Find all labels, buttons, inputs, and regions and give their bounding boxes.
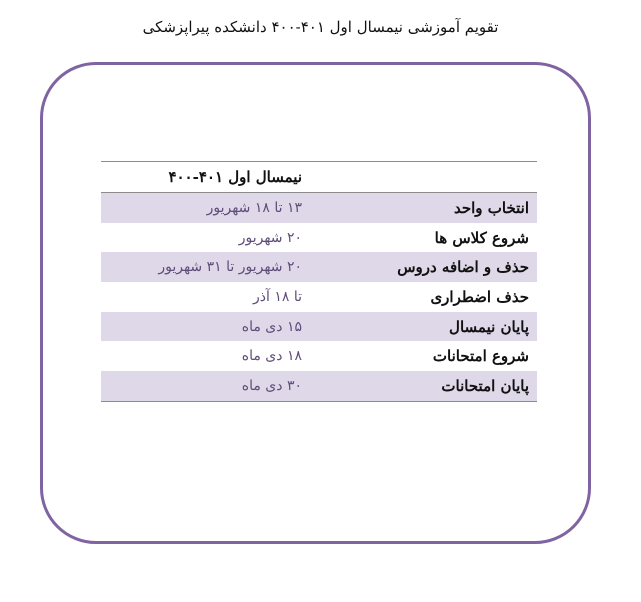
row-label: حذف اضطراری	[430, 287, 529, 306]
row-value: تا ۱۸ آذر	[252, 288, 302, 305]
table-row	[101, 312, 537, 342]
table-row	[101, 371, 537, 401]
row-value: ۱۵ دی ماه	[241, 318, 302, 335]
table-row	[101, 282, 537, 312]
row-value: ۱۸ دی ماه	[241, 348, 302, 365]
table-row	[101, 223, 537, 253]
row-value: ۲۰ شهریور تا ۳۱ شهریور	[158, 259, 302, 276]
header-semester: نیمسال اول ۴۰۱-۴۰۰	[168, 168, 302, 186]
row-value: ۳۰ دی ماه	[241, 377, 302, 394]
table-header-row	[101, 162, 537, 193]
row-label: حذف و اضافه دروس	[397, 258, 529, 277]
row-label: شروع کلاس ها	[434, 228, 529, 247]
row-value: ۲۰ شهریور	[238, 229, 302, 246]
table-row	[101, 193, 537, 223]
table-row	[101, 341, 537, 371]
row-value: ۱۳ تا ۱۸ شهریور	[206, 199, 302, 216]
table-row	[101, 252, 537, 282]
row-label: انتخاب واحد	[453, 198, 529, 217]
academic-calendar-table	[101, 161, 537, 402]
row-label: شروع امتحانات	[432, 347, 529, 366]
row-label: پایان امتحانات	[441, 376, 529, 395]
row-label: پایان نیمسال	[449, 317, 529, 336]
page-title: تقویم آموزشی نیمسال اول ۴۰۱-۴۰۰ دانشکده پیراپزشکی	[142, 18, 499, 36]
